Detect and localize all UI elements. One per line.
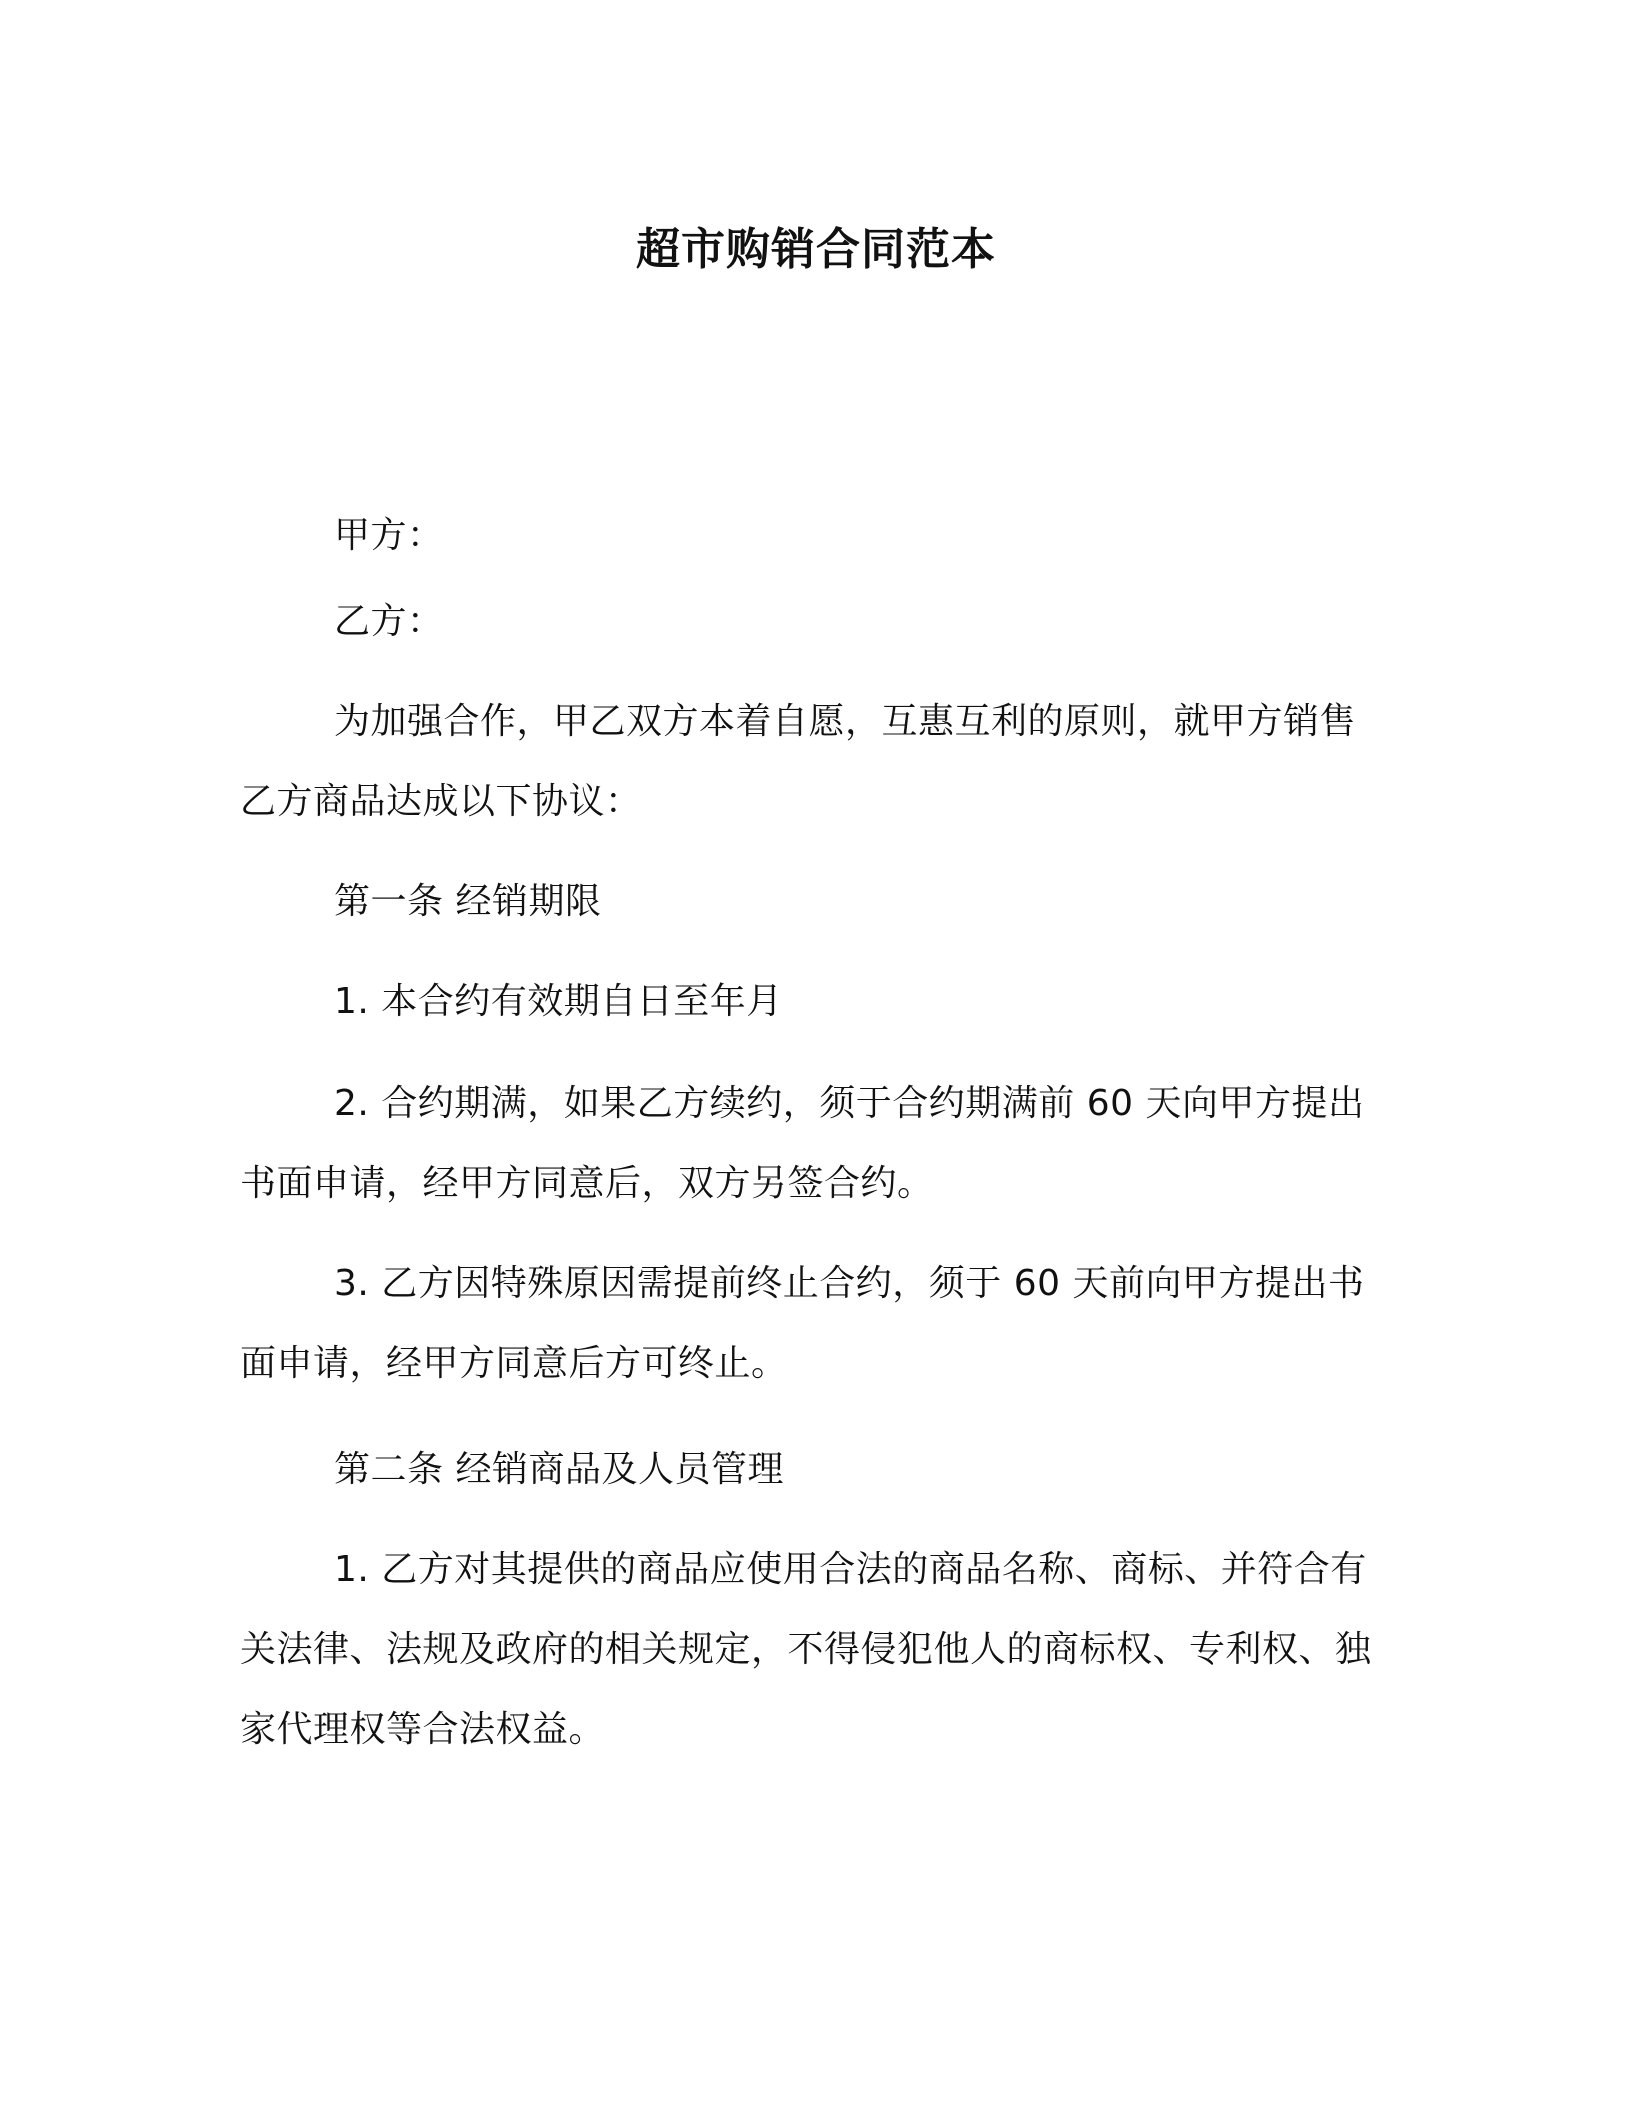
article-1-item-1: 1. 本合约有效期自日至年月 — [334, 981, 783, 1022]
party-a-line: 甲方： — [334, 515, 444, 556]
document-title: 超市购销合同范本 — [636, 224, 996, 275]
article-1-heading: 第一条 经销期限 — [334, 881, 602, 922]
article-1-item-2: 2. 合约期满，如果乙方续约，须于合约期满前 60 天向甲方提出书面申请，经甲方同意后，双方另签合约。 — [240, 1083, 1365, 1204]
article-2-heading: 第二条 经销商品及人员管理 — [334, 1449, 784, 1490]
article-1-item-3: 3. 乙方因特殊原因需提前终止合约，须于 60 天前向甲方提出书面申请，经甲方同意后方可终止。 — [240, 1263, 1365, 1384]
party-b-line: 乙方： — [334, 601, 444, 642]
intro-paragraph: 为加强合作，甲乙双方本着自愿，互惠互利的原则，就甲方销售乙方商品达成以下协议： — [240, 701, 1357, 822]
article-2-item-1: 1. 乙方对其提供的商品应使用合法的商品名称、商标、并符合有关法律、法规及政府的相关规定，不得侵犯他人的商标权、专利权、独家代理权等合法权益。 — [240, 1549, 1372, 1750]
